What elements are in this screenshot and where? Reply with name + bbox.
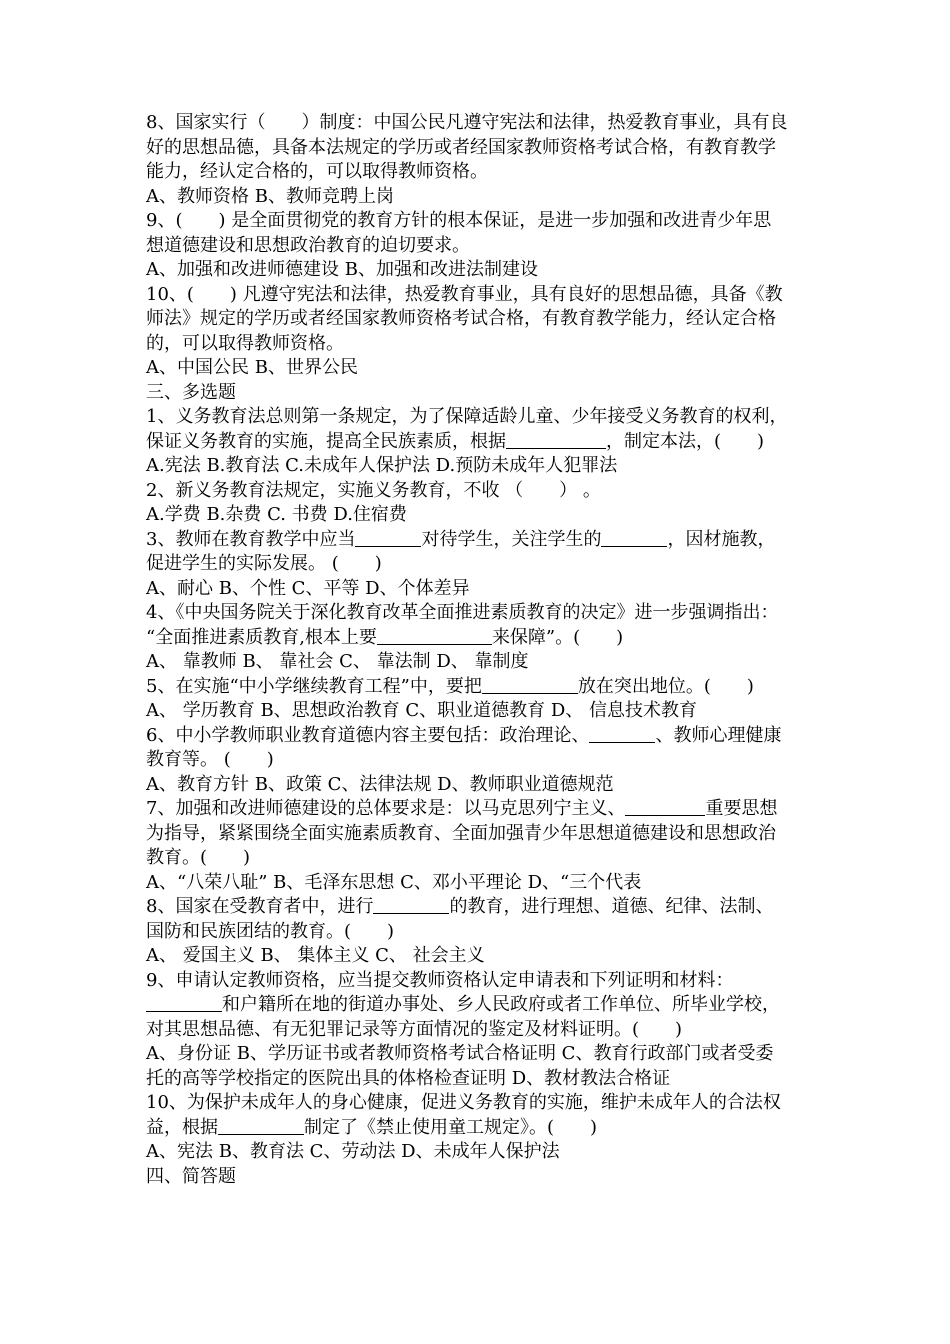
text-segment: 放在突出地位。( ) (577, 675, 754, 697)
text-line: 能力，经认定合格的，可以取得教师资格。 (146, 161, 488, 182)
text-segment: 益，根据 (146, 1116, 218, 1138)
fill-in-blank (601, 528, 667, 547)
text-line: A.宪法 B.教育法 C.未成年人保护法 D.预防未成年人犯罪法 (146, 455, 618, 476)
fill-in-blank (506, 430, 606, 449)
text-segment: 保证义务教育的实施，提高全民族素质，根据 (146, 430, 506, 452)
text-line: A、教师资格 B、教师竞聘上岗 (146, 185, 394, 207)
text-segment: 5、在实施“中小学继续教育工程”中，要把 (146, 675, 482, 697)
text-line: A.学费 B.杂费 C. 书费 D.住宿费 (146, 504, 407, 525)
text-segment: ，制定本法，( ) (606, 430, 765, 452)
text-line: A、身份证 B、学历证书或者教师资格考试合格证明 C、教育行政部门或者受委 (146, 1043, 774, 1064)
document-page (146, 111, 808, 1189)
fill-in-blank (589, 724, 655, 743)
text-segment: 和户籍所在地的街道办事处、乡人民政府或者工作单位、所毕业学校， (222, 994, 780, 1015)
fill-in-blank (146, 993, 222, 1012)
text-line: A、教育方针 B、政策 C、法律法规 D、教师职业道德规范 (146, 773, 614, 795)
text-line: 好的思想品德，具备本法规定的学历或者经国家教师资格考试合格，有教育教学 (146, 136, 776, 158)
text-line: A、 靠教师 B、 靠社会 C、 靠法制 D、 靠制度 (146, 651, 529, 672)
text-segment: 来保障”。( ) (491, 626, 624, 648)
text-line: 促进学生的实际发展。 ( ) (146, 553, 382, 574)
text-line: 对其思想品德、有无犯罪记录等方面情况的鉴定及材料证明。( ) (146, 1018, 683, 1040)
text-line: 教育等。 ( ) (146, 749, 274, 770)
text-line: A、中国公民 B、世界公民 (146, 357, 358, 378)
fill-in-blank (625, 797, 705, 816)
text-line: 国防和民族团结的教育。( ) (146, 920, 395, 942)
fill-in-blank (373, 895, 449, 914)
text-line: 9、申请认定教师资格，应当提交教师资格认定申请表和下列证明和材料： (146, 969, 734, 991)
text-line: 为指导，紧紧围绕全面实施素质教育、全面加强青少年思想道德建设和思想政治 (146, 822, 776, 844)
text-line: 托的高等学校指定的医院出具的体格检查证明 D、教材教法合格证 (146, 1067, 671, 1089)
text-segment: 重要思想 (705, 798, 778, 819)
text-line: A、宪法 B、教育法 C、劳动法 D、未成年人保护法 (146, 1141, 560, 1162)
text-segment: 6、中小学教师职业教育道德内容主要包括：政治理论、 (146, 724, 590, 746)
text-segment: 3、教师在教育教学中应当 (146, 528, 356, 550)
text-segment: 制定了《禁止使用童工规定》。( ) (304, 1116, 598, 1138)
text-line: 10、( ) 凡遵守宪法和法律，热爱教育事业，具有良好的思想品德，具备《教 (146, 283, 783, 305)
text-segment: 对待学生，关注学生的 (421, 528, 602, 550)
fill-in-blank (355, 528, 421, 547)
text-line (146, 797, 808, 822)
text-segment: 7、加强和改进师德建设的总体要求是：以马克思列宁主义、 (146, 798, 626, 819)
text-line: 1、义务教育法总则第一条规定，为了保障适龄儿童、少年接受义务教育的权利， (146, 406, 788, 427)
text-line: 10、为保护未成年人的身心健康，促进义务教育的实施，维护未成年人的合法权 (146, 1092, 781, 1113)
text-segment: “全面推进素质教育,根本上要 (146, 626, 377, 648)
text-line: A、加强和改进师德建设 B、加强和改进法制建设 (146, 259, 538, 280)
text-line: 2、新义务教育法规定，实施义务教育，不收 （ ） 。 (146, 479, 601, 501)
text-line (146, 528, 808, 553)
fill-in-blank (377, 626, 492, 645)
text-line: 三、多选题 (146, 381, 236, 403)
fill-in-blank (218, 1116, 304, 1135)
text-line: 8、国家实行（ ）制度：中国公民凡遵守宪法和法律，热爱教育事业，具有良 (146, 112, 788, 133)
text-segment: 的教育，进行理想、道德、纪律、法制、 (449, 896, 774, 917)
text-line: 师法》规定的学历或者经国家教师资格考试合格，有教育教学能力，经认定合格 (146, 308, 776, 329)
text-line (146, 1116, 808, 1141)
text-segment: ，因材施教， (667, 528, 776, 550)
text-segment: 8、国家在受教育者中，进行 (146, 896, 374, 917)
text-line: A、“八荣八耻” B、毛泽东思想 C、邓小平理论 D、“三个代表 (146, 871, 642, 893)
text-line (146, 626, 808, 651)
text-line: 9、( ) 是全面贯彻党的教育方针的根本保证，是进一步加强和改进青少年思 (146, 210, 772, 231)
text-line: 4、《中央国务院关于深化教育改革全面推进素质教育的决定》进一步强调指出： (146, 602, 779, 623)
text-line: 四、简答题 (146, 1165, 236, 1187)
text-line (146, 993, 808, 1018)
text-line: 教育。( ) (146, 847, 251, 868)
text-line (146, 675, 808, 700)
text-line (146, 430, 808, 455)
text-line (146, 895, 808, 920)
text-line (146, 724, 808, 749)
text-line: A、 学历教育 B、思想政治教育 C、职业道德教育 D、 信息技术教育 (146, 700, 698, 721)
text-line: A、耐心 B、个性 C、平等 D、个体差异 (146, 577, 470, 599)
text-line: A、 爱国主义 B、 集体主义 C、 社会主义 (146, 945, 485, 966)
text-line: 的，可以取得教师资格。 (146, 332, 344, 354)
text-line: 想道德建设和思想政治教育的迫切要求。 (146, 234, 470, 256)
fill-in-blank (482, 675, 578, 694)
text-segment: 、教师心理健康 (655, 724, 782, 746)
